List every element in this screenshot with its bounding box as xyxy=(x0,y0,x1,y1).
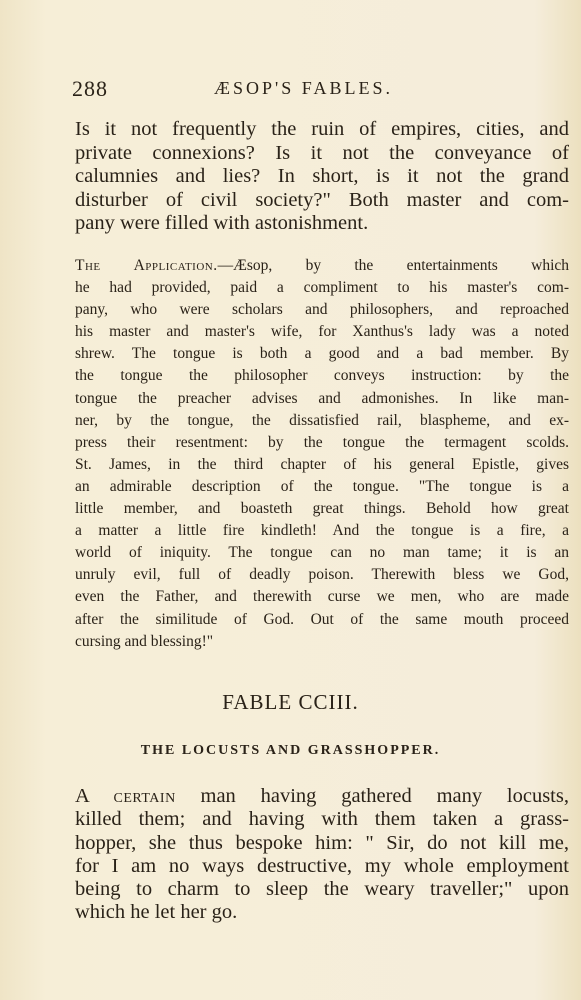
text-line: St. James, in the third chapter of his general Epistle, gives xyxy=(75,455,569,473)
text-line: press their resentment: by the tongue the termagent scolds. xyxy=(75,433,569,451)
text-line: A certain man having gathered many locusts, xyxy=(75,785,569,807)
page-number: 288 xyxy=(72,76,108,101)
running-title: ÆSOP'S FABLES. xyxy=(214,78,393,98)
text-line: a matter a little fire kindleth! And the tongue is a fire, a xyxy=(75,522,569,540)
text-line: hopper, she thus bespoke him: " Sir, do not kill me, xyxy=(75,831,569,854)
text-line: killed them; and having with them taken a grass- xyxy=(75,808,569,831)
text-line: The Application.—Æsop, by the entertainments which xyxy=(75,257,570,274)
text-line: he had provided, paid a compliment to his master's com- xyxy=(75,279,569,297)
text-line: unruly evil, full of deadly poison. Therewith bless we God, xyxy=(75,566,569,584)
text-line: even the Father, and therewith curse we men, who are made xyxy=(75,588,569,606)
text-line: ner, by the tongue, the dissatisfied rail, blaspheme, and ex- xyxy=(75,411,569,429)
text-line: which he let her go. xyxy=(75,901,238,924)
text-line: pany, who were scholars and philosophers, and reproached xyxy=(75,301,569,319)
fable-subtitle: THE LOCUSTS AND GRASSHOPPER. xyxy=(140,743,441,758)
fable-opening-word: certain xyxy=(113,785,176,807)
text-line: being to charm to sleep the weary traveller;" upon xyxy=(75,878,569,901)
text-line: world of iniquity. The tongue can no man tame; it is an xyxy=(75,544,569,562)
text-line: disturber of civil society?" Both master and com- xyxy=(75,188,569,211)
text-line: little member, and boasteth great things. Behold how great xyxy=(75,500,569,518)
text-line: Is it not frequently the ruin of empires, cities, and xyxy=(75,118,569,140)
text-line: his master and master's wife, for Xanthus's lady was a noted xyxy=(75,323,569,341)
text-line: the tongue the philosopher conveys instruction: by the xyxy=(75,367,569,385)
text-line: pany were filled with astonishment. xyxy=(75,212,369,234)
text-line: an admirable description of the tongue. "The tongue is a xyxy=(75,477,569,495)
fable-paragraph xyxy=(75,785,569,925)
text-line: calumnies and lies? In short, is it not the grand xyxy=(75,165,569,187)
fable-title: FABLE CCIII. xyxy=(222,690,359,714)
application-paragraph xyxy=(75,255,569,653)
text-line: private connexions? Is it not the conveyance of xyxy=(75,141,569,164)
application-label: The Application. xyxy=(75,257,218,274)
text-line: cursing and blessing!" xyxy=(75,632,214,650)
text-line: shrew. The tongue is both a good and a bad member. By xyxy=(75,345,569,363)
intro-paragraph xyxy=(75,118,569,236)
text-line: for I am no ways destructive, my whole employment xyxy=(75,854,569,877)
text-line: tongue the preacher advises and admonishes. In like man- xyxy=(75,389,569,407)
text-line: after the similitude of God. Out of the same mouth proceed xyxy=(75,610,569,628)
